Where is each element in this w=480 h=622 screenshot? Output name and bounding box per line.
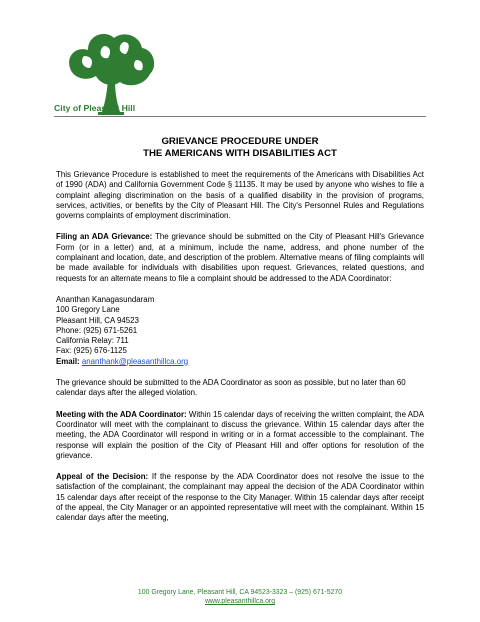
title-line-2: THE AMERICANS WITH DISABILITIES ACT [143, 147, 337, 159]
coordinator-email-row [56, 357, 424, 367]
meeting-heading: Meeting with the ADA Coordinator: [56, 409, 187, 419]
coordinator-name: Ananthan Kanagasundaram [56, 294, 155, 304]
footer-website-link[interactable]: www.pleasanthillca.org [204, 598, 276, 605]
email-label: Email: [56, 356, 80, 366]
coordinator-contact [56, 295, 424, 367]
meeting-text: Within 15 calendar days of receiving the written complaint, the ADA Coordinator will meet with the complainant to discuss the grievance. Within 15 calendar days after the meeting, the ADA Coordinator will respond in writing or in a format accessible to the complainant. The response will explain the position of the City of Pleasant Hill and offer options for resolution of the grievance. [56, 409, 424, 460]
submit-paragraph: The grievance should be submitted to the ADA Coordinator as soon as possible, but no later than 60 calendar days after the alleged violation. [56, 378, 406, 398]
filing-paragraph [56, 232, 424, 283]
intro-paragraph: This Grievance Procedure is established to meet the requirements of the Americans with Disabilities Act of 1990 (ADA) and California Government Code § 11135. It may be used by anyone who wishes to file a complaint alleging discrimination on the basis of a qualified disability in the provision of programs, services, activities, or benefits by the City of Pleasant Hill. The City's Personnel Rules and Regulations governs complaints of employment discrimination. [56, 170, 424, 221]
coordinator-city: Pleasant Hill, CA 94523 [56, 315, 139, 325]
coordinator-street: 100 Gregory Lane [56, 305, 120, 315]
meeting-paragraph [56, 410, 424, 461]
coordinator-relay: California Relay: 711 [56, 336, 129, 346]
filing-heading: Filing an ADA Grievance: [56, 232, 153, 242]
coordinator-fax: Fax: (925) 676-1125 [56, 346, 127, 356]
document-body [56, 170, 424, 535]
email-link[interactable]: ananthank@pleasanthillca.org [81, 356, 189, 366]
appeal-heading: Appeal of the Decision: [56, 472, 149, 482]
filing-text: The grievance should be submitted on the City of Pleasant Hill's Grievance Form (or in a letter) and, at a minimum, include the name, address, and phone number of the complainant and location, date, and description of the problem. Alternative means of filing complaints will be made available for individuals with disabilities upon request. Grievances, related questions, and requests for an alternate means to file a complaint should be addressed to the ADA Coordinator: [56, 232, 424, 283]
header-divider [54, 116, 426, 117]
appeal-paragraph [56, 472, 424, 523]
footer-address: 100 Gregory Lane, Pleasant Hill, CA 94523-3323 – (925) 671-5270 [137, 589, 343, 596]
page-footer [0, 588, 480, 606]
title-line-1: GRIEVANCE PROCEDURE UNDER [161, 136, 319, 147]
city-name: City of Pleasant Hill [54, 103, 136, 113]
document-title [0, 136, 480, 159]
coordinator-phone: Phone: (925) 671-5261 [56, 325, 138, 335]
appeal-text: If the response by the ADA Coordinator does not resolve the issue to the satisfaction of the complainant, the complainant may appeal the decision of the ADA Coordinator within 15 calendar days after receipt of the response to the City Manager. Within 15 calendar days after receipt of the appeal, the City Manager or an appointed representative will meet with the complainant. Within 15 calendar days after the meeting, [56, 472, 424, 523]
